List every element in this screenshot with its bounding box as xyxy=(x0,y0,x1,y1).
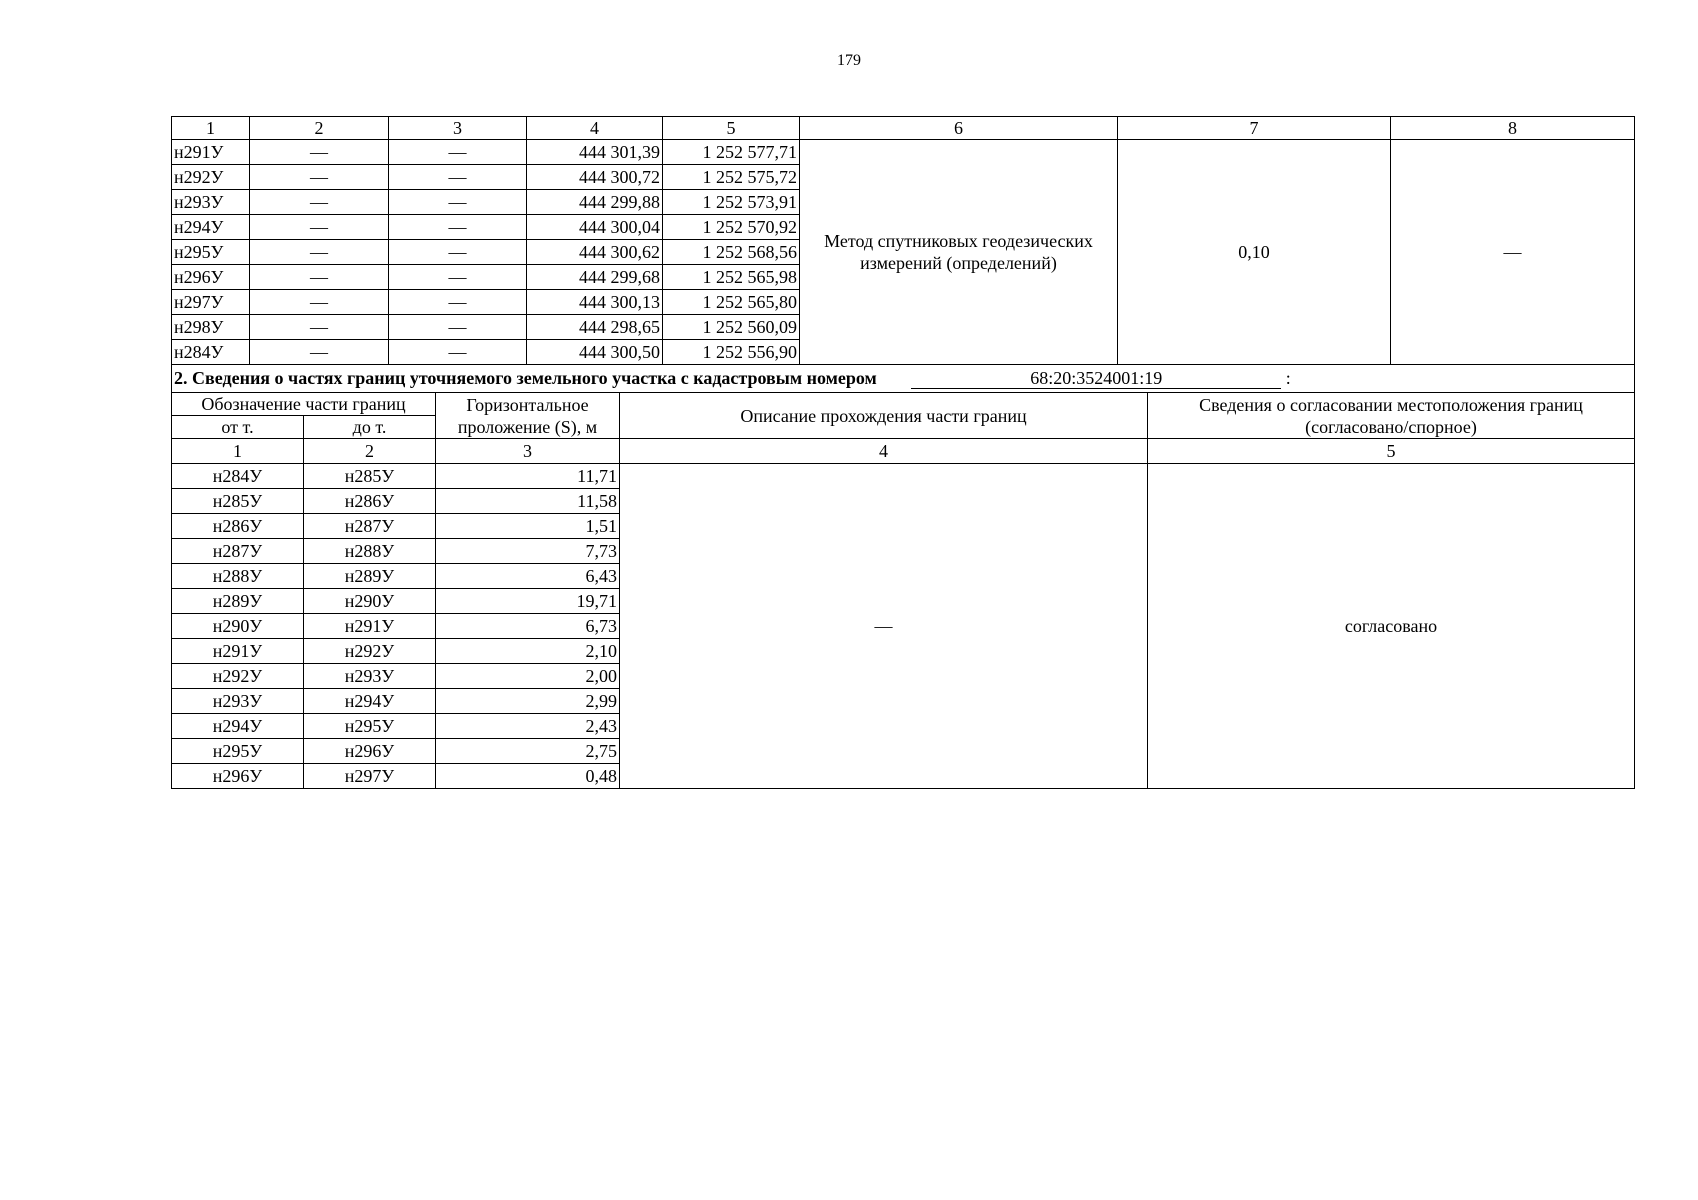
header-description: Описание прохождения части границ xyxy=(620,393,1148,439)
to-point: н291У xyxy=(304,614,436,639)
coord-y: 1 252 560,09 xyxy=(663,315,800,340)
coord-y: 1 252 575,72 xyxy=(663,165,800,190)
coordinates-header-row xyxy=(172,117,1635,140)
dash-cell: — xyxy=(389,190,527,215)
coord-y: 1 252 565,98 xyxy=(663,265,800,290)
dash-cell: — xyxy=(250,140,389,165)
from-point: н291У xyxy=(172,639,304,664)
dash-cell: — xyxy=(250,190,389,215)
col-number: 7 xyxy=(1118,117,1391,140)
section-title: 2. Сведения о частях границ уточняемого земельного участка с кадастровым номером xyxy=(174,367,877,388)
to-point: н286У xyxy=(304,489,436,514)
point-id: н292У xyxy=(172,165,250,190)
dash-cell: — xyxy=(250,265,389,290)
dash-cell: — xyxy=(389,140,527,165)
col-number: 1 xyxy=(172,439,304,464)
coord-y: 1 252 556,90 xyxy=(663,340,800,365)
dash-cell: — xyxy=(389,240,527,265)
coord-x: 444 300,62 xyxy=(527,240,663,265)
from-point: н288У xyxy=(172,564,304,589)
point-id: н291У xyxy=(172,140,250,165)
from-point: н293У xyxy=(172,689,304,714)
col-number: 3 xyxy=(389,117,527,140)
col-number: 2 xyxy=(250,117,389,140)
from-point: н285У xyxy=(172,489,304,514)
from-point: н295У xyxy=(172,739,304,764)
coord-x: 444 301,39 xyxy=(527,140,663,165)
header-designation: Обозначение части границ xyxy=(172,393,436,416)
coord-y: 1 252 577,71 xyxy=(663,140,800,165)
from-point: н290У xyxy=(172,614,304,639)
distance-value: 2,43 xyxy=(436,714,620,739)
accuracy-cell: 0,10 xyxy=(1118,140,1391,365)
distance-value: 2,99 xyxy=(436,689,620,714)
to-point: н296У xyxy=(304,739,436,764)
coord-x: 444 300,13 xyxy=(527,290,663,315)
cadastral-number: 68:20:3524001:19 xyxy=(911,368,1281,389)
distance-value: 19,71 xyxy=(436,589,620,614)
header-from: от т. xyxy=(172,416,304,439)
dash-cell: — xyxy=(250,315,389,340)
col-number: 3 xyxy=(436,439,620,464)
dash-cell: — xyxy=(389,265,527,290)
distance-value: 7,73 xyxy=(436,539,620,564)
coordinates-table xyxy=(171,116,1635,365)
from-point: н294У xyxy=(172,714,304,739)
coord-y: 1 252 570,92 xyxy=(663,215,800,240)
to-point: н290У xyxy=(304,589,436,614)
to-point: н297У xyxy=(304,764,436,789)
boundary-number-row xyxy=(172,439,1635,464)
distance-value: 2,75 xyxy=(436,739,620,764)
header-to: до т. xyxy=(304,416,436,439)
distance-value: 11,58 xyxy=(436,489,620,514)
point-id: н298У xyxy=(172,315,250,340)
dash-cell: — xyxy=(389,290,527,315)
boundary-parts-table xyxy=(171,364,1635,789)
col-number: 4 xyxy=(527,117,663,140)
coordinate-row xyxy=(172,140,1635,165)
point-id: н294У xyxy=(172,215,250,240)
coord-y: 1 252 573,91 xyxy=(663,190,800,215)
col-number: 2 xyxy=(304,439,436,464)
to-point: н289У xyxy=(304,564,436,589)
method-cell: Метод спутниковых геодезических измерений (определений) xyxy=(800,140,1118,365)
col-number: 5 xyxy=(1148,439,1635,464)
coord-x: 444 300,50 xyxy=(527,340,663,365)
to-point: н288У xyxy=(304,539,436,564)
distance-value: 0,48 xyxy=(436,764,620,789)
distance-value: 2,10 xyxy=(436,639,620,664)
point-id: н284У xyxy=(172,340,250,365)
dash-cell: — xyxy=(389,165,527,190)
to-point: н292У xyxy=(304,639,436,664)
header-agreement: Сведения о согласовании местоположения границ (согласовано/спорное) xyxy=(1148,393,1635,439)
coord-x: 444 300,72 xyxy=(527,165,663,190)
from-point: н284У xyxy=(172,464,304,489)
to-point: н287У xyxy=(304,514,436,539)
dash-cell: — xyxy=(250,290,389,315)
col-number: 6 xyxy=(800,117,1118,140)
distance-value: 1,51 xyxy=(436,514,620,539)
col-number: 4 xyxy=(620,439,1148,464)
col-number: 5 xyxy=(663,117,800,140)
distance-value: 2,00 xyxy=(436,664,620,689)
to-point: н295У xyxy=(304,714,436,739)
boundary-row xyxy=(172,464,1635,489)
dash-cell: — xyxy=(389,215,527,240)
from-point: н292У xyxy=(172,664,304,689)
to-point: н293У xyxy=(304,664,436,689)
section-colon: : xyxy=(1285,367,1291,388)
coord-x: 444 299,88 xyxy=(527,190,663,215)
page-number: 179 xyxy=(837,52,861,69)
coord-x: 444 299,68 xyxy=(527,265,663,290)
dash-cell: — xyxy=(250,240,389,265)
from-point: н296У xyxy=(172,764,304,789)
point-id: н293У xyxy=(172,190,250,215)
section-title-row xyxy=(172,364,1635,393)
coord-y: 1 252 565,80 xyxy=(663,290,800,315)
dash-cell: — xyxy=(250,165,389,190)
from-point: н287У xyxy=(172,539,304,564)
col-number: 1 xyxy=(172,117,250,140)
point-id: н296У xyxy=(172,265,250,290)
col8-cell: — xyxy=(1391,140,1635,365)
dash-cell: — xyxy=(389,340,527,365)
from-point: н286У xyxy=(172,514,304,539)
coord-x: 444 298,65 xyxy=(527,315,663,340)
distance-value: 6,73 xyxy=(436,614,620,639)
dash-cell: — xyxy=(250,340,389,365)
agreement-cell: согласовано xyxy=(1148,464,1635,789)
to-point: н285У xyxy=(304,464,436,489)
to-point: н294У xyxy=(304,689,436,714)
coord-x: 444 300,04 xyxy=(527,215,663,240)
distance-value: 11,71 xyxy=(436,464,620,489)
boundary-header-row xyxy=(172,393,1635,416)
from-point: н289У xyxy=(172,589,304,614)
dash-cell: — xyxy=(250,215,389,240)
description-cell: — xyxy=(620,464,1148,789)
distance-value: 6,43 xyxy=(436,564,620,589)
coord-y: 1 252 568,56 xyxy=(663,240,800,265)
point-id: н295У xyxy=(172,240,250,265)
header-distance: Горизонтальное проложение (S), м xyxy=(436,393,620,439)
col-number: 8 xyxy=(1391,117,1635,140)
dash-cell: — xyxy=(389,315,527,340)
point-id: н297У xyxy=(172,290,250,315)
